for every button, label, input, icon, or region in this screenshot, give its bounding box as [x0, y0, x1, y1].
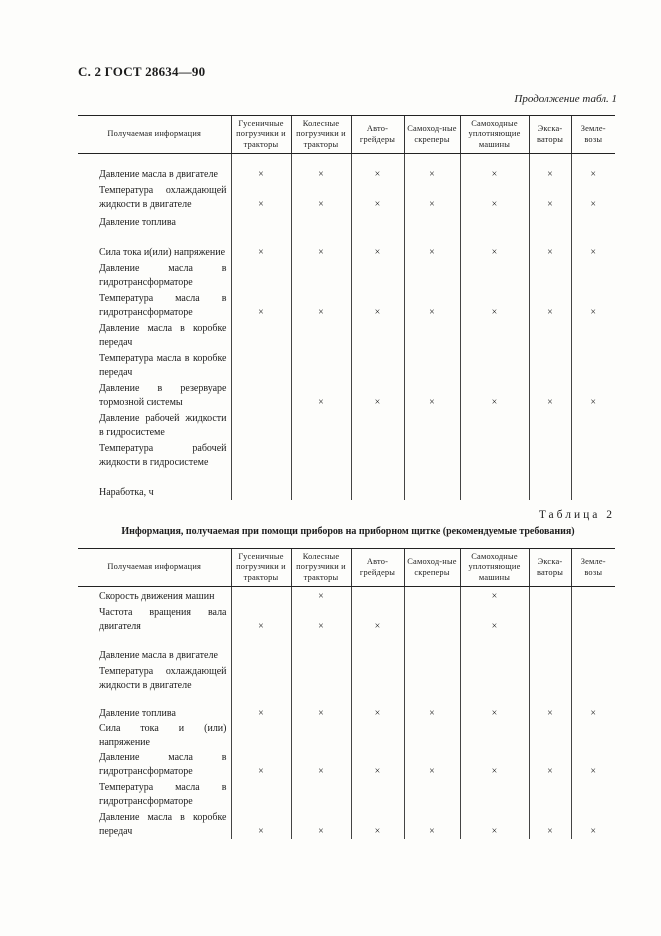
row-label: Давление рабочей жидкости в гидросистеме: [99, 412, 227, 438]
table-cell: [404, 663, 460, 693]
table-cell: [529, 721, 571, 750]
row-label: Наработка, ч: [99, 486, 154, 498]
row-label: Температура масла в гидротрансформаторе: [99, 292, 227, 318]
table-cell: [529, 634, 571, 663]
applicability-mark: ×: [258, 168, 264, 180]
applicability-mark: ×: [318, 306, 324, 318]
table-cell: [351, 604, 404, 634]
table-cell: [291, 663, 351, 693]
table-cell: [351, 634, 404, 663]
table-1-header-row: [78, 116, 615, 154]
applicability-mark: ×: [318, 620, 324, 632]
table-cell: [404, 779, 460, 809]
applicability-mark: ×: [590, 765, 597, 777]
applicability-mark: ×: [590, 168, 597, 180]
column-header: Самоход-ные скреперы: [404, 116, 460, 154]
table-cell: [404, 809, 460, 839]
row-label: Давление топлива: [99, 707, 176, 719]
table-cell: [291, 604, 351, 634]
applicability-mark: ×: [429, 396, 435, 408]
table-cell: [351, 440, 404, 470]
table-cell: [291, 410, 351, 440]
table-row: [78, 721, 615, 750]
applicability-mark: ×: [491, 707, 498, 719]
table-cell: [231, 380, 291, 410]
applicability-mark: ×: [258, 707, 264, 719]
row-label: Частота вращения вала двигателя: [99, 606, 227, 632]
table-cell: [460, 380, 529, 410]
table-cell: [351, 721, 404, 750]
column-header: Самоходные уплотняющие машины: [460, 549, 529, 587]
table-cell: [291, 320, 351, 350]
row-label: Давление масла в коробке передач: [99, 811, 227, 837]
table-2-header-row: [78, 549, 615, 587]
table-cell: [529, 604, 571, 634]
table-cell: [291, 779, 351, 809]
table-cell: [460, 182, 529, 212]
table-cell: [404, 634, 460, 663]
table-cell: [571, 634, 615, 663]
table-cell: [291, 230, 351, 260]
table-cell: [291, 809, 351, 839]
column-header: Самоход-ные скреперы: [404, 549, 460, 587]
table-cell: [231, 809, 291, 839]
column-header: Земле-возы: [571, 549, 615, 587]
applicability-mark: ×: [491, 306, 498, 318]
table-cell: [404, 320, 460, 350]
applicability-mark: ×: [429, 246, 435, 258]
applicability-mark: ×: [429, 765, 435, 777]
table-cell: [460, 693, 529, 721]
column-header: Авто-грейдеры: [351, 116, 404, 154]
table-cell: [529, 182, 571, 212]
table-row: [78, 212, 615, 230]
table-cell: [529, 290, 571, 320]
table-cell: [460, 779, 529, 809]
table-cell: [231, 410, 291, 440]
table-cell: [460, 290, 529, 320]
table-1: [78, 115, 615, 500]
table-cell: [404, 750, 460, 779]
table-cell: [291, 212, 351, 230]
table-cell: [404, 693, 460, 721]
applicability-mark: ×: [491, 620, 498, 632]
table-row: [78, 182, 615, 212]
table-cell: [291, 693, 351, 721]
table-cell: [529, 779, 571, 809]
table-row: [78, 230, 615, 260]
table-cell: [351, 750, 404, 779]
applicability-mark: ×: [318, 396, 324, 408]
applicability-mark: ×: [429, 306, 435, 318]
applicability-mark: ×: [491, 396, 498, 408]
table-cell: [571, 350, 615, 380]
applicability-mark: ×: [547, 168, 553, 180]
table-cell: [404, 410, 460, 440]
table-cell: [529, 212, 571, 230]
table-cell: [460, 721, 529, 750]
table-row: [78, 750, 615, 779]
table-row: [78, 154, 615, 182]
row-label: Давление масла в двигателе: [99, 168, 218, 180]
applicability-mark: ×: [491, 765, 498, 777]
table-cell: [351, 350, 404, 380]
applicability-mark: ×: [374, 396, 381, 408]
applicability-mark: ×: [318, 765, 324, 777]
table-cell: [231, 212, 291, 230]
table-cell: [571, 779, 615, 809]
table-cell: [404, 587, 460, 604]
table-cell: [571, 604, 615, 634]
table-cell: [571, 182, 615, 212]
applicability-mark: ×: [491, 246, 498, 258]
applicability-mark: ×: [258, 306, 264, 318]
table-cell: [351, 260, 404, 290]
table-cell: [291, 470, 351, 500]
table-row: [78, 809, 615, 839]
applicability-mark: ×: [374, 306, 381, 318]
applicability-mark: ×: [374, 198, 381, 210]
table-cell: [571, 440, 615, 470]
applicability-mark: ×: [590, 198, 597, 210]
table-cell: [529, 260, 571, 290]
column-header: Колесные погрузчики и тракторы: [291, 549, 351, 587]
table-cell: [460, 320, 529, 350]
table-cell: [291, 290, 351, 320]
table-cell: [571, 663, 615, 693]
applicability-mark: ×: [374, 825, 381, 837]
applicability-mark: ×: [318, 168, 324, 180]
applicability-mark: ×: [547, 198, 553, 210]
row-label: Температура охлаждающей жидкости в двигателе: [99, 184, 227, 210]
table-cell: [460, 750, 529, 779]
table-cell: [351, 587, 404, 604]
table-cell: [291, 182, 351, 212]
row-label: Температура масла в гидротрансформаторе: [99, 781, 227, 807]
table-cell: [231, 693, 291, 721]
table-cell: [460, 634, 529, 663]
row-label: Сила тока и(или) напряжение: [99, 246, 226, 258]
table-cell: [351, 154, 404, 182]
table-cell: [291, 750, 351, 779]
table-cell: [404, 350, 460, 380]
table-cell: [460, 809, 529, 839]
table-row: [78, 604, 615, 634]
row-label: Давление масла в гидротрансформаторе: [99, 751, 227, 777]
table-cell: [351, 470, 404, 500]
table-cell: [529, 693, 571, 721]
table-cell: [231, 604, 291, 634]
table-cell: [529, 230, 571, 260]
table-cell: [529, 663, 571, 693]
table-cell: [231, 290, 291, 320]
table-cell: [404, 721, 460, 750]
applicability-mark: ×: [547, 765, 553, 777]
table-cell: [351, 380, 404, 410]
applicability-mark: ×: [258, 246, 264, 258]
table-row: [78, 470, 615, 500]
applicability-mark: ×: [547, 707, 553, 719]
table-cell: [460, 212, 529, 230]
applicability-mark: ×: [374, 707, 381, 719]
applicability-mark: ×: [318, 707, 324, 719]
row-label: Давление масла в коробке передач: [99, 322, 227, 348]
table-cell: [529, 587, 571, 604]
applicability-mark: ×: [429, 198, 435, 210]
row-label: Давление масла в гидротрансформаторе: [99, 262, 227, 288]
applicability-mark: ×: [547, 825, 553, 837]
table-cell: [571, 154, 615, 182]
applicability-mark: ×: [491, 198, 498, 210]
table-cell: [351, 182, 404, 212]
column-header: Земле-возы: [571, 116, 615, 154]
applicability-mark: ×: [590, 396, 597, 408]
table-cell: [404, 260, 460, 290]
table-continuation-note: Продолжение табл. 1: [514, 93, 617, 105]
table-cell: [404, 212, 460, 230]
table-cell: [404, 154, 460, 182]
table-cell: [351, 693, 404, 721]
table-row: [78, 320, 615, 350]
applicability-mark: ×: [374, 620, 381, 632]
table-cell: [231, 350, 291, 380]
applicability-mark: ×: [590, 306, 597, 318]
table-cell: [291, 380, 351, 410]
row-label: Температура масла в коробке передач: [99, 352, 227, 378]
table-2: [78, 548, 615, 839]
table-cell: [460, 604, 529, 634]
table-cell: [571, 809, 615, 839]
applicability-mark: ×: [374, 168, 381, 180]
table-cell: [460, 587, 529, 604]
applicability-mark: ×: [429, 825, 435, 837]
table-cell: [571, 230, 615, 260]
table-2-title: Информация, получаемая при помощи приборов на приборном щитке (рекомендуемые требования): [121, 526, 575, 537]
applicability-mark: ×: [547, 306, 553, 318]
row-label: Давление топлива: [99, 216, 176, 228]
applicability-mark: ×: [590, 246, 597, 258]
table-cell: [404, 604, 460, 634]
table-cell: [231, 230, 291, 260]
column-header: Гусеничные погрузчики и тракторы: [231, 549, 291, 587]
table-cell: [571, 587, 615, 604]
table-row: [78, 410, 615, 440]
table-cell: [404, 440, 460, 470]
table-cell: [291, 440, 351, 470]
table-cell: [231, 587, 291, 604]
column-header: Получаемая информация: [78, 549, 231, 587]
table-cell: [529, 750, 571, 779]
table-row: [78, 260, 615, 290]
table-cell: [460, 260, 529, 290]
table-cell: [571, 260, 615, 290]
column-header: Самоходные уплотняющие машины: [460, 116, 529, 154]
table-cell: [291, 260, 351, 290]
row-label: Сила тока и (или) напряжение: [99, 722, 227, 748]
applicability-mark: ×: [491, 168, 498, 180]
table-row: [78, 587, 615, 604]
applicability-mark: ×: [590, 825, 597, 837]
table-cell: [460, 410, 529, 440]
table-cell: [529, 320, 571, 350]
column-header: Экска-ваторы: [529, 116, 571, 154]
table-cell: [460, 440, 529, 470]
table-cell: [231, 634, 291, 663]
table-cell: [404, 380, 460, 410]
table-cell: [460, 663, 529, 693]
table-cell: [529, 350, 571, 380]
applicability-mark: ×: [590, 707, 597, 719]
table-cell: [571, 750, 615, 779]
column-header: Авто-грейдеры: [351, 549, 404, 587]
table-cell: [404, 182, 460, 212]
applicability-mark: ×: [491, 825, 498, 837]
table-cell: [291, 634, 351, 663]
table-cell: [529, 809, 571, 839]
table-cell: [231, 154, 291, 182]
table-cell: [404, 290, 460, 320]
table-cell: [291, 587, 351, 604]
table-cell: [571, 320, 615, 350]
applicability-mark: ×: [258, 765, 264, 777]
applicability-mark: ×: [258, 198, 264, 210]
table-2-body: [78, 587, 615, 839]
applicability-mark: ×: [374, 246, 381, 258]
applicability-mark: ×: [318, 198, 324, 210]
table-cell: [231, 440, 291, 470]
table-cell: [291, 350, 351, 380]
table-cell: [529, 410, 571, 440]
applicability-mark: ×: [318, 590, 324, 602]
table-cell: [231, 779, 291, 809]
table-1-body: [78, 154, 615, 500]
table-cell: [571, 721, 615, 750]
table-cell: [351, 320, 404, 350]
table-cell: [351, 779, 404, 809]
table-cell: [231, 470, 291, 500]
table-cell: [231, 182, 291, 212]
table-cell: [571, 290, 615, 320]
row-label: Скорость движения машин: [99, 590, 215, 602]
table-cell: [460, 230, 529, 260]
table-row: [78, 350, 615, 380]
table-row: [78, 663, 615, 693]
table-cell: [404, 470, 460, 500]
applicability-mark: ×: [258, 825, 264, 837]
applicability-mark: ×: [429, 168, 435, 180]
table-cell: [231, 320, 291, 350]
table-cell: [231, 260, 291, 290]
table-cell: [231, 750, 291, 779]
table-cell: [460, 470, 529, 500]
applicability-mark: ×: [429, 707, 435, 719]
table-row: [78, 440, 615, 470]
table-2-name: Таблица 2: [538, 509, 615, 521]
table-cell: [529, 380, 571, 410]
column-header: Гусеничные погрузчики и тракторы: [231, 116, 291, 154]
table-row: [78, 634, 615, 663]
table-row: [78, 290, 615, 320]
table-cell: [291, 721, 351, 750]
row-label: Давление масла в двигателе: [99, 649, 218, 661]
applicability-mark: ×: [491, 590, 498, 602]
applicability-mark: ×: [374, 765, 381, 777]
table-cell: [351, 230, 404, 260]
applicability-mark: ×: [318, 246, 324, 258]
table-cell: [291, 154, 351, 182]
table-cell: [351, 212, 404, 230]
applicability-mark: ×: [318, 825, 324, 837]
table-cell: [571, 470, 615, 500]
table-cell: [231, 663, 291, 693]
table-row: [78, 380, 615, 410]
row-label: Температура охлаждающей жидкости в двигателе: [99, 665, 227, 691]
column-header: Колесные погрузчики и тракторы: [291, 116, 351, 154]
column-header: Получаемая информация: [78, 116, 231, 154]
applicability-mark: ×: [258, 620, 264, 632]
table-cell: [351, 290, 404, 320]
table-cell: [571, 380, 615, 410]
table-cell: [571, 410, 615, 440]
row-label: Температура рабочей жидкости в гидросистеме: [99, 442, 227, 468]
table-cell: [529, 470, 571, 500]
applicability-mark: ×: [547, 396, 553, 408]
table-cell: [351, 410, 404, 440]
row-label: Давление в резервуаре тормозной системы: [99, 382, 227, 408]
column-header: Экска-ваторы: [529, 549, 571, 587]
page-header: С. 2 ГОСТ 28634—90: [78, 64, 206, 79]
applicability-mark: ×: [547, 246, 553, 258]
table-cell: [529, 154, 571, 182]
table-cell: [351, 809, 404, 839]
table-cell: [571, 212, 615, 230]
table-cell: [571, 693, 615, 721]
table-row: [78, 693, 615, 721]
table-cell: [231, 721, 291, 750]
table-cell: [404, 230, 460, 260]
table-row: [78, 779, 615, 809]
table-cell: [351, 663, 404, 693]
table-cell: [460, 154, 529, 182]
table-cell: [460, 350, 529, 380]
table-cell: [529, 440, 571, 470]
